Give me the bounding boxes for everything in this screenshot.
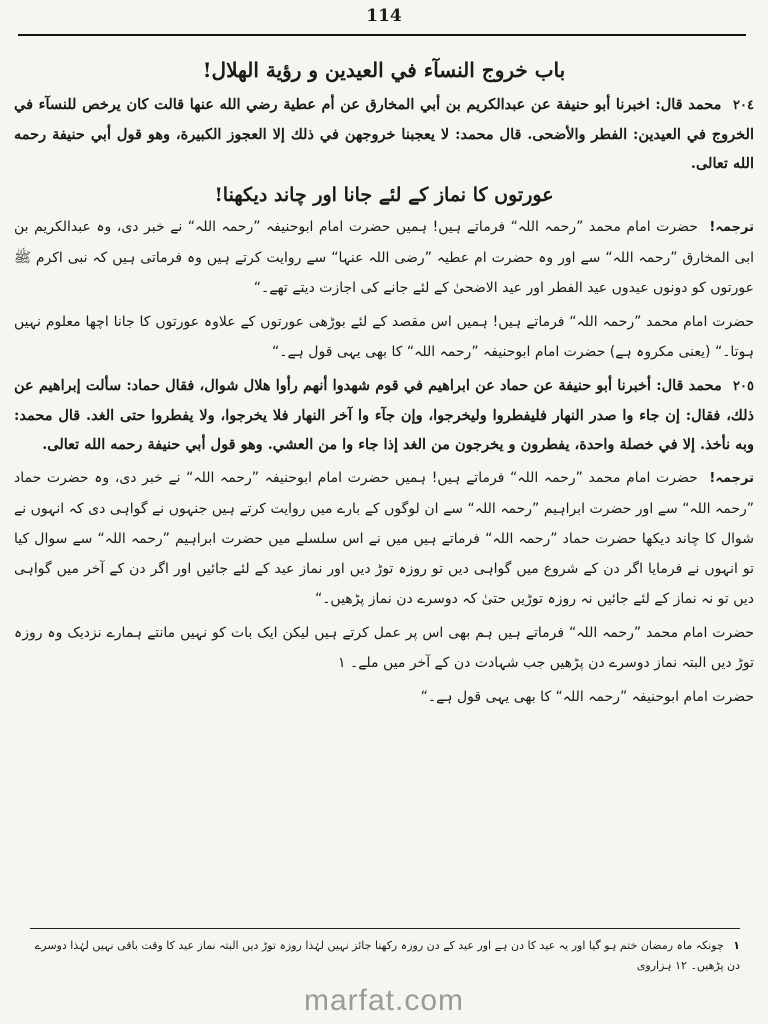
urdu-heading: عورتوں کا نماز کے لئے جانا اور چاند دیکھنا! bbox=[214, 184, 554, 206]
hadith-205-text: محمد قال: أخبرنا أبو حنيفة عن حماد عن ابراهيم في قوم شهدوا أنهم رأوا هلال شوال، فقال حماد: سألت إبراهيم عن ذلك، فقال: إن جاء وا صدر النهار فليفطروا وليخرجوا، وإن جآء وا آخر النهار فلا يخرجوا، ولا يفطروا حتى الغد. قال محمد: وبه نأخذ. إلا في خصلة واحدة، يفطرون و يخرجون من الغد إذا جاء وا من العشي. وهو قول أبي حنيفة رحمه الله تعالى. bbox=[14, 377, 754, 453]
footnote-marker: ۱ bbox=[733, 939, 740, 952]
translation-204-text-1: حضرت امام محمد ”رحمہ اللہ“ فرماتے ہیں! ہمیں حضرت امام ابوحنیفہ ”رحمہ اللہ“ نے خبر دی، وہ عبدالکریم بن ابی المخارق ”رحمہ اللہ“ سے اور وہ حضرت ام عطیہ ”رضی اللہ عنہا“ سے روایت کرتے ہیں وہ فرماتی ہیں کہ نبی اکرم ﷺ عورتوں کو دونوں عیدوں عید الفطر اور عید الاضحیٰ کے لئے جانے کی اجازت دیتے تھے۔“ bbox=[14, 219, 754, 296]
translation-label: ترجمہ! bbox=[709, 471, 754, 486]
translation-205-text-1: حضرت امام محمد ”رحمہ اللہ“ فرماتے ہیں! ہمیں حضرت امام ابوحنیفہ ”رحمہ اللہ“ نے خبر دی، وہ حضرت حماد ”رحمہ اللہ“ سے اور حضرت ابراہیم ”رحمہ اللہ“ سے ان لوگوں کے بارے میں روایت کرتے ہیں جنہوں نے گواہی دی کہ انہوں نے شوال کا چاند دیکھا حضرت حماد ”رحمہ اللہ“ فرماتے ہیں میں نے اس سلسلے میں حضرت ابراہیم ”رحمہ اللہ“ سے سوال کیا تو انہوں نے فرمایا اگر دن کے شروع میں گواہی دیں تو روزہ توڑ دیں اور نماز عید کے لئے جائیں اور اگر دن کے آخر میں گواہی دیں تو نہ نماز کے لئے جائیں نہ روزہ توڑیں حتیٰ کہ دوسرے دن نماز پڑھیں۔“ bbox=[14, 470, 754, 607]
hadith-205-number: ٢٠٥ bbox=[733, 379, 754, 394]
hadith-205 bbox=[14, 371, 754, 459]
hadith-204-text: محمد قال: اخبرنا أبو حنيفة عن عبدالكريم بن أبي المخارق عن أم عطية رضي الله عنها قالت كان يرخص للنسآء في الخروج في العيدين: الفطر والأضحى. قال محمد: لا يعجبنا خروجهن في ذلك إلا العجوز الكبيرة، وهو قول أبي حنيفة رحمه الله تعالى. bbox=[14, 96, 754, 172]
footnote-text: چونکہ ماہ رمضان ختم ہو گیا اور یہ عید کا دن ہے اور عید کے دن روزہ رکھنا جائز نہیں لہٰذا روزہ توڑ دیں البتہ نماز عید کا وقت باقی نہیں لہٰذا دوسرے دن پڑھیں۔ ۱۲ ہزاروی bbox=[34, 939, 740, 972]
hadith-204 bbox=[14, 90, 754, 178]
footnote-rule bbox=[30, 928, 740, 929]
translation-label: ترجمہ! bbox=[709, 220, 754, 235]
chapter-heading: باب خروج النسآء في العيدين و رؤية الهلال! bbox=[202, 58, 566, 82]
translation-205-paragraph-2: حضرت امام محمد ”رحمہ اللہ“ فرماتے ہیں ہم بھی اس پر عمل کرتے ہیں لیکن ایک بات کو نہیں مانتے ہمارے نزدیک وہ روزہ توڑ دیں البتہ نماز دوسرے دن پڑھیں جب شہادت دن کے آخر میں ملے۔ ۱ bbox=[14, 625, 754, 671]
footnote bbox=[30, 936, 740, 976]
page-content bbox=[14, 52, 754, 910]
translation-205-paragraph-3: حضرت امام ابوحنیفہ ”رحمہ اللہ“ کا بھی یہی قول ہے۔“ bbox=[420, 689, 754, 705]
translation-204-paragraph-1 bbox=[14, 212, 754, 303]
watermark: marfat.com bbox=[303, 984, 465, 1017]
hadith-204-number: ٢٠٤ bbox=[733, 98, 754, 113]
translation-204-paragraph-2: حضرت امام محمد ”رحمہ اللہ“ فرماتے ہیں! ہمیں اس مقصد کے لئے بوڑھی عورتوں کے علاوہ عورتوں کا جانا اچھا معلوم نہیں ہوتا۔“ (یعنی مکروہ ہے) حضرت امام ابوحنیفہ ”رحمہ اللہ“ کا بھی یہی قول ہے۔“ bbox=[14, 314, 754, 360]
translation-205-paragraph-1 bbox=[14, 463, 754, 614]
page-number: 114 bbox=[366, 6, 402, 26]
top-rule bbox=[18, 34, 746, 36]
